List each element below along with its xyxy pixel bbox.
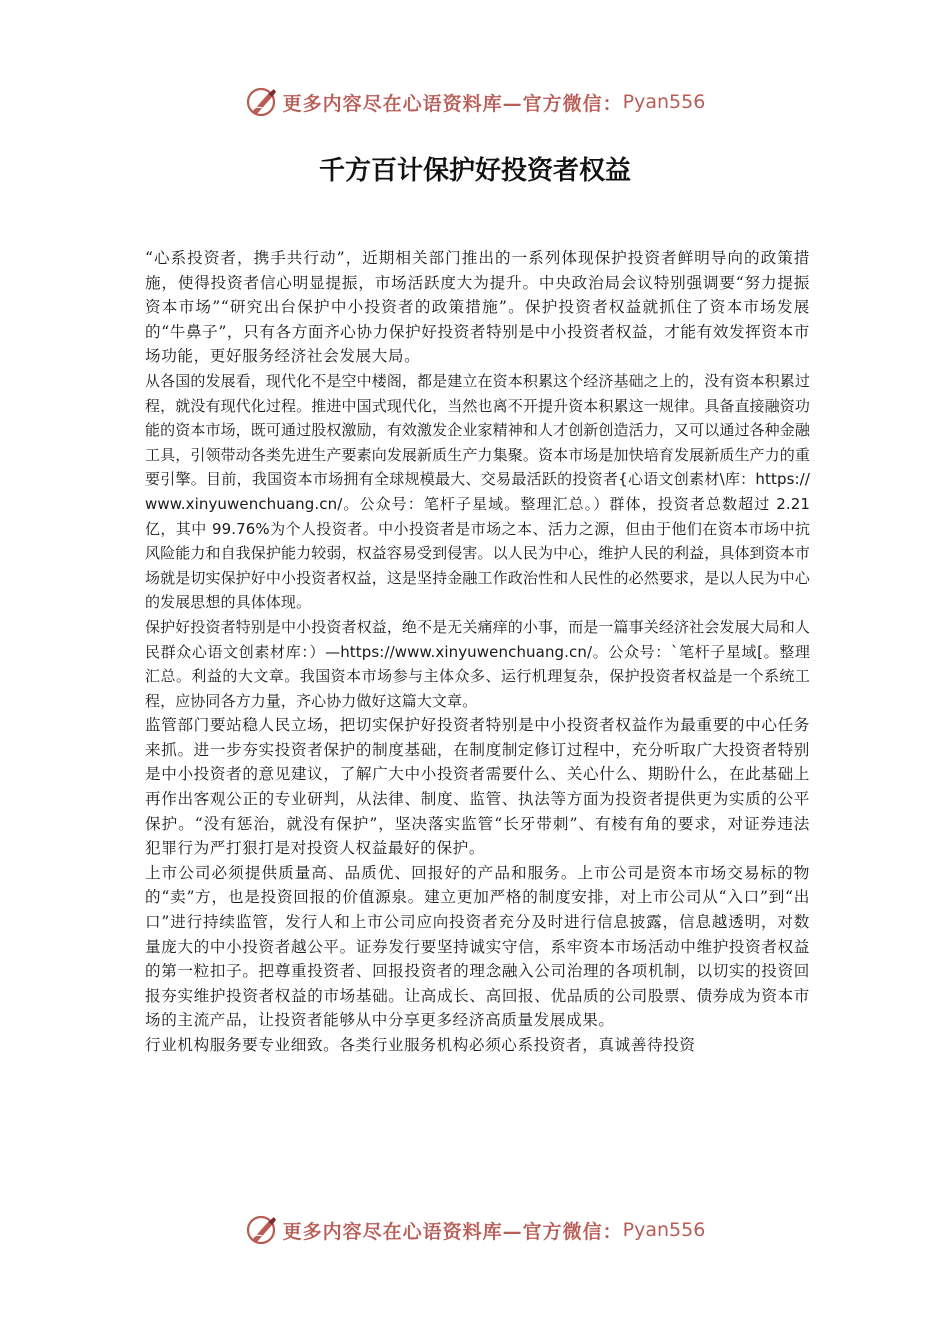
paragraph-3: 保护好投资者特别是中小投资者权益，绝不是无关痛痒的小事，而是一篇事关经济社会发展大局和人民群众心语文创素材库：）—https://www.xinyuwenchuang.cn/。公众号：`笔杆子星域[。整理汇总。利益的大文章。我国资本市场参与主体众多、运行机理复杂，保护投资者权益是一个系统工程，应协同各方力量，齐心协力做好这篇大文章。 bbox=[145, 617, 810, 710]
paragraph-2: 从各国的发展看，现代化不是空中楼阁，都是建立在资本积累这个经济基础之上的，没有资本积累过程，就没有现代化过程。推进中国式现代化，当然也离不开提升资本积累这一规律。具备直接融资功能的资本市场，既可通过股权激励，有效激发企业家精神和人才创新创造活力，又可以通过各种金融工具，引领带动各类先进生产要素向发展新质生产力集聚。资本市场是加快培育发展新质生产力的重要引擎。目前，我国资本市场拥有全球规模最大、交易最活跃的投资者{心语文创素材\库：https://www.xinyuwenchuang.cn/。公众号：笔杆子星域。整理汇总。）群体，投资者总数超过 2.21 亿，其中 99.76%为个人投资者。中小投资者是市场之本、活力之源，但由于他们在资本市场中抗风险能力和自我保护能力较弱，权益容易受到侵害。以人民为中心，维护人民的利益，具体到资本市场就是切实保护好中小投资者权益，这是坚持金融工作政治性和人民性的必然要求，是以人民为中心的发展思想的具体体现。 bbox=[145, 371, 810, 612]
footer-wechat-id: Pyan556 bbox=[622, 1219, 706, 1241]
paragraph-1: “心系投资者，携手共行动”，近期相关部门推出的一系列体现保护投资者鲜明导向的政策措施，使得投资者信心明显提振，市场活跃度大为提升。中央政治局会议特别强调要“努力提振资本市场”“研究出台保护中小投资者的政策措施”。保护投资者权益就抓住了资本市场发展的“牛鼻子”，只有各方面齐心协力保护好投资者特别是中小投资者权益，才能有效发挥资本市场功能，更好服务经济社会发展大局。 bbox=[145, 249, 810, 366]
pen-logo-icon bbox=[245, 1213, 279, 1247]
header-wechat-id: Pyan556 bbox=[622, 91, 706, 113]
footer-slogan: 更多内容尽在心语资料库—官方微信： bbox=[282, 1220, 623, 1243]
paragraph-5: 上市公司必须提供质量高、品质优、回报好的产品和服务。上市公司是资本市场交易标的物的“卖”方，也是投资回报的价值源泉。建立更加严格的制度安排，对上市公司从“入口”到“出口”进行持续监管，发行人和上市公司应向投资者充分及时进行信息披露，信息越透明，对数量庞大的中小投资者越公平。证券发行要坚持诚实守信，系牢资本市场活动中维护投资者权益的第一粒扣子。把尊重投资者、回报投资者的理念融入公司治理的各项机制，以切实的投资回报夯实维护投资者权益的市场基础。让高成长、高回报、优品质的公司股票、债券成为资本市场的主流产品，让投资者能够从中分享更多经济高质量发展成果。 bbox=[145, 863, 810, 1030]
header-banner bbox=[0, 82, 950, 122]
footer-banner bbox=[0, 1210, 950, 1250]
header-slogan: 更多内容尽在心语资料库—官方微信： bbox=[282, 92, 623, 115]
document-title: 千方百计保护好投资者权益 bbox=[318, 156, 631, 186]
article-body bbox=[145, 246, 810, 1196]
pen-logo-icon bbox=[245, 85, 279, 119]
paragraph-4: 监管部门要站稳人民立场，把切实保护好投资者特别是中小投资者权益作为最重要的中心任务来抓。进一步夯实投资者保护的制度基础，在制度制定修订过程中，充分听取广大投资者特别是中小投资者的意见建议，了解广大中小投资者需要什么、关心什么、期盼什么，在此基础上再作出客观公正的专业研判，从法律、制度、监管、执法等方面为投资者提供更为实质的公平保护。“没有惩治，就没有保护”，坚决落实监管“长牙带刺”、有棱有角的要求，对证券违法犯罪行为严打狠打是对投资人权益最好的保护。 bbox=[145, 716, 810, 858]
paragraph-6: 行业机构服务要专业细致。各类行业服务机构必须心系投资者，真诚善待投资 bbox=[145, 1036, 696, 1054]
